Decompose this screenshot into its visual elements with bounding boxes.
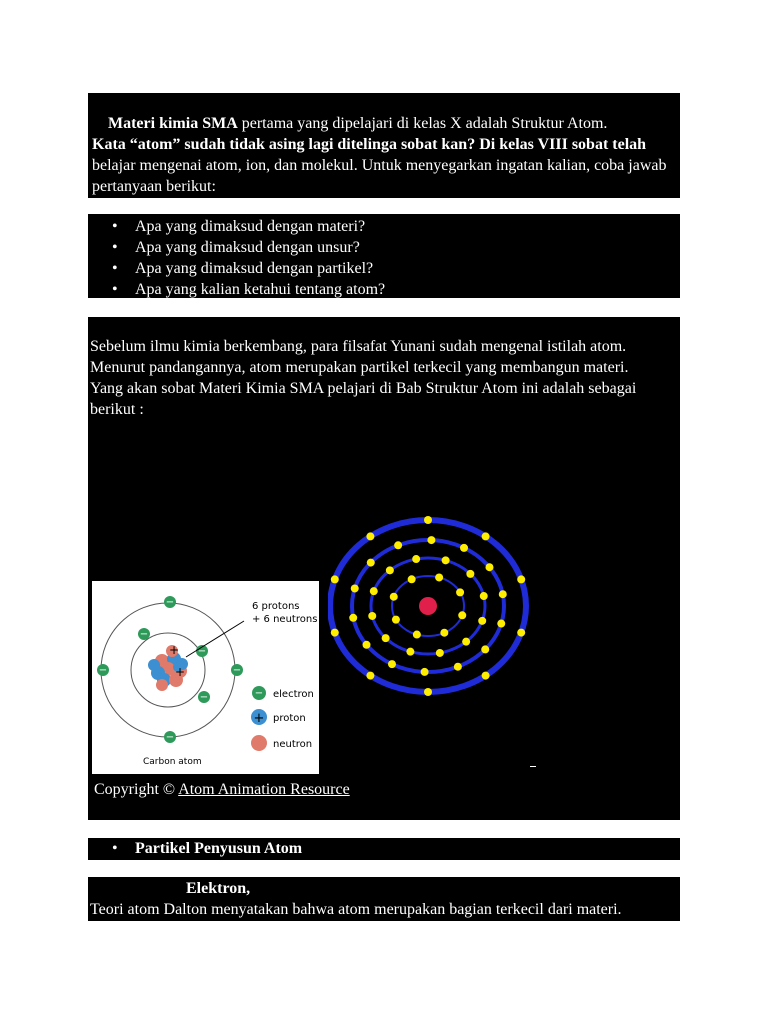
list-item: • Apa yang kalian ketahui tentang atom? <box>112 281 386 298</box>
electron-dot <box>351 584 359 592</box>
intro-text-2: belajar mengenai atom, ion, dan molekul. Untuk menyegarkan ingatan kalian, coba jawab pertanyaan berikut: <box>92 157 667 195</box>
electron-dot <box>482 672 490 680</box>
list-item: • Apa yang dimaksud dengan partikel? <box>112 260 374 277</box>
electron-dot <box>412 555 420 563</box>
bullet-icon: • <box>112 281 118 298</box>
electron-dot <box>497 620 505 628</box>
intro-bold-2: Kata “atom” sudah tidak asing lagi ditelinga sobat kan? Di kelas VIII sobat telah <box>92 136 647 153</box>
legend-proton-label: proton <box>273 713 306 724</box>
electron-dot <box>421 668 429 676</box>
electron-dot <box>368 612 376 620</box>
intro-bold-title: Materi kimia SMA <box>108 115 238 132</box>
bullet-icon: • <box>112 239 118 256</box>
electron-dot <box>366 672 374 680</box>
svg-text:−: − <box>139 629 149 640</box>
svg-text:+: + <box>174 665 186 679</box>
legend-neutron-label: neutron <box>273 739 313 750</box>
electron-dot <box>436 649 444 657</box>
electron-dot <box>499 590 507 598</box>
electron-dot <box>406 648 414 656</box>
electron-dot <box>478 617 486 625</box>
electron-dot <box>413 631 421 639</box>
electron-dot <box>388 660 396 668</box>
label-pointer-line <box>186 621 244 657</box>
electron-dot <box>482 532 490 540</box>
electron-dot <box>442 556 450 564</box>
electron-dot <box>481 645 489 653</box>
electron-dot <box>466 570 474 578</box>
electron-dot <box>390 593 398 601</box>
electron-dot <box>366 532 374 540</box>
electron-dot <box>367 559 375 567</box>
legend-electron-label: electron <box>273 689 314 700</box>
bullet-icon: • <box>112 218 118 235</box>
svg-text:−: − <box>197 646 207 657</box>
bullet-icon: • <box>112 840 118 857</box>
svg-text:+: + <box>168 643 180 657</box>
copyright-prefix: Copyright © <box>94 781 179 798</box>
electron-dot <box>392 616 400 624</box>
electron-dot <box>485 563 493 571</box>
svg-text:−: − <box>254 688 264 699</box>
svg-text:−: − <box>165 597 175 608</box>
electron-dot <box>424 516 432 524</box>
history-paragraph-1: Sebelum ilmu kimia berkembang, para filsafat Yunani sudah mengenal istilah atom. Menurut pandangannya, atom merupakan partikel terkecil yang membangun materi. <box>90 338 629 376</box>
svg-text:−: − <box>199 692 209 703</box>
list-item: • Apa yang dimaksud dengan unsur? <box>112 239 360 256</box>
list-item: • Apa yang dimaksud dengan materi? <box>112 218 366 235</box>
electron-dot <box>363 641 371 649</box>
electron-dot <box>349 614 357 622</box>
electron-dot <box>460 544 468 552</box>
electron-dot <box>440 629 448 637</box>
bohr-atom-model <box>328 514 532 698</box>
question-list-block <box>88 214 680 298</box>
svg-text:−: − <box>232 665 242 676</box>
bullet-icon: • <box>112 260 118 277</box>
svg-text:+: + <box>253 711 265 726</box>
electron-dot <box>454 663 462 671</box>
electron-dot <box>458 611 466 619</box>
partikel-heading-block <box>88 838 680 860</box>
copyright-line <box>94 779 350 800</box>
electron-dot <box>370 587 378 595</box>
electron-dot <box>456 588 464 596</box>
electron-dot <box>435 573 443 581</box>
nucleus-dot <box>419 597 437 615</box>
intro-block <box>88 93 680 198</box>
elektron-block <box>88 877 680 921</box>
label-neutrons: + 6 neutrons <box>252 614 318 625</box>
electron-dot <box>517 575 525 583</box>
electron-dot <box>408 575 416 583</box>
atom-animation-link[interactable]: Atom Animation Resource <box>178 781 350 798</box>
svg-text:−: − <box>98 665 108 676</box>
carbon-atom-diagram <box>92 581 319 774</box>
bohr-atom-diagram <box>328 514 532 698</box>
underline-mark <box>530 766 536 767</box>
elektron-heading: Elektron, <box>186 880 251 897</box>
electron-dot <box>427 536 435 544</box>
legend-neutron-icon <box>251 735 267 751</box>
carbon-atom-figure <box>92 581 319 774</box>
history-block <box>88 317 680 820</box>
intro-text-1: pertama yang dipelajari di kelas X adalah Struktur Atom. <box>237 115 608 132</box>
electron-dot <box>331 629 339 637</box>
electron-dot <box>394 541 402 549</box>
electron-dot <box>386 566 394 574</box>
label-protons: 6 protons <box>252 601 300 612</box>
carbon-caption: Carbon atom <box>143 757 202 767</box>
svg-text:−: − <box>165 732 175 743</box>
electron-dot <box>480 592 488 600</box>
electron-dot <box>382 634 390 642</box>
dalton-text: Teori atom Dalton menyatakan bahwa atom merupakan bagian terkecil dari materi. <box>90 901 622 918</box>
electron-dot <box>331 575 339 583</box>
history-paragraph-2: Yang akan sobat Materi Kimia SMA pelajari di Bab Struktur Atom ini adalah sebagai berikut : <box>90 380 637 418</box>
partikel-heading: Partikel Penyusun Atom <box>135 840 303 857</box>
electron-dot <box>517 629 525 637</box>
nucleus <box>148 643 188 691</box>
question-list <box>88 216 680 300</box>
electron-dot <box>462 638 470 646</box>
electron-dot <box>424 688 432 696</box>
